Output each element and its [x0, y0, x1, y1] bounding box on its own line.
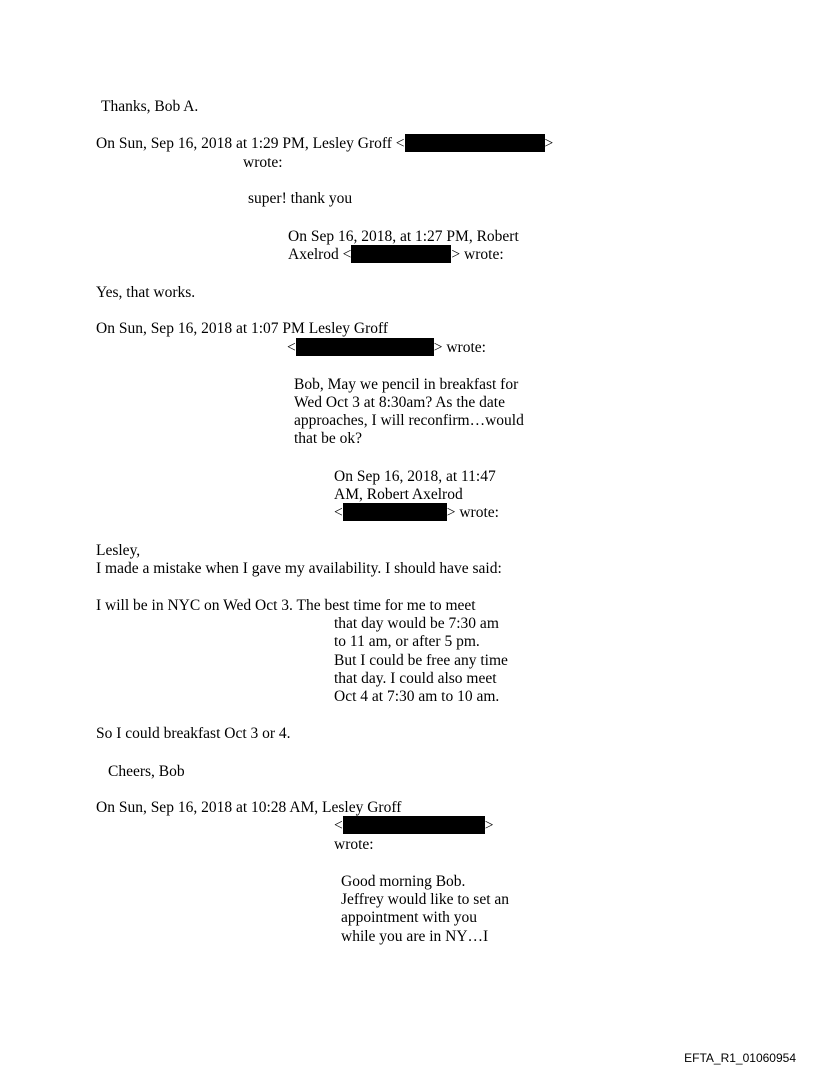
reply-2-line: I made a mistake when I gave my availability. I should have said: — [96, 560, 502, 577]
redacted-email — [343, 816, 485, 834]
availability-line: that day. I could also meet — [334, 670, 497, 687]
cheers-signoff: Cheers, Bob — [108, 763, 185, 780]
quote-header-1-prefix: On Sun, Sep 16, 2018 at 1:29 PM, Lesley Groff < — [96, 135, 405, 152]
quote-header-2-prefix: Axelrod < — [288, 246, 352, 263]
quote-3-body-line: Wed Oct 3 at 8:30am? As the date — [294, 394, 505, 411]
quote-5-body-line: while you are in NY…I — [341, 928, 489, 945]
quote-header-3-line2 — [287, 338, 486, 357]
availability-line: Oct 4 at 7:30 am to 10 am. — [334, 688, 500, 705]
redacted-email — [343, 503, 447, 521]
quote-header-2-line2 — [288, 245, 504, 264]
quote-header-5-prefix: < — [334, 817, 343, 834]
document-id: EFTA_R1_01060954 — [684, 1051, 796, 1065]
quote-header-3: On Sun, Sep 16, 2018 at 1:07 PM Lesley Groff — [96, 320, 389, 337]
quote-header-5-suffix: > — [484, 817, 494, 834]
availability-first-line: I will be in NYC on Wed Oct 3. The best time for me to meet — [96, 597, 476, 614]
quote-header-5-line2 — [334, 816, 494, 835]
quote-header-1-wrote: wrote: — [243, 154, 283, 171]
quote-5-body-line: Good morning Bob. — [341, 873, 466, 890]
quote-3-body-line: approaches, I will reconfirm…would — [294, 412, 524, 429]
availability-line: to 11 am, or after 5 pm. — [334, 633, 480, 650]
quote-header-4-suffix: > wrote: — [446, 504, 499, 521]
reply-2-greeting: Lesley, — [96, 542, 141, 559]
redacted-email — [351, 245, 451, 263]
quote-header-5: On Sun, Sep 16, 2018 at 10:28 AM, Lesley Groff — [96, 799, 402, 816]
quote-header-3-suffix: > wrote: — [433, 339, 486, 356]
reply-1-text: Yes, that works. — [96, 284, 196, 301]
quote-header-1 — [96, 134, 553, 153]
quote-header-2-suffix: > wrote: — [451, 246, 504, 263]
quote-3-body-line: Bob, May we pencil in breakfast for — [294, 376, 519, 393]
availability-line: that day would be 7:30 am — [334, 615, 499, 632]
redacted-email — [296, 338, 434, 356]
redacted-email — [405, 134, 545, 152]
availability-line: But I could be free any time — [334, 652, 508, 669]
quote-5-body-line: appointment with you — [341, 909, 478, 926]
quote-header-4-line2: AM, Robert Axelrod — [334, 486, 463, 503]
quote-header-1-suffix: > — [544, 135, 554, 152]
quote-header-4-line3 — [334, 503, 499, 522]
quote-3-body-line: that be ok? — [294, 430, 363, 447]
quote-header-3-prefix: < — [287, 339, 296, 356]
quote-header-4-prefix: < — [334, 504, 343, 521]
quote-header-2: On Sep 16, 2018, at 1:27 PM, Robert — [288, 228, 519, 245]
quote-1-body: super! thank you — [248, 190, 353, 207]
signoff-text: Thanks, Bob A. — [101, 98, 199, 115]
quote-header-5-wrote: wrote: — [334, 836, 374, 853]
quote-header-4: On Sep 16, 2018, at 11:47 — [334, 468, 496, 485]
breakfast-line: So I could breakfast Oct 3 or 4. — [96, 725, 291, 742]
quote-5-body-line: Jeffrey would like to set an — [341, 891, 510, 908]
